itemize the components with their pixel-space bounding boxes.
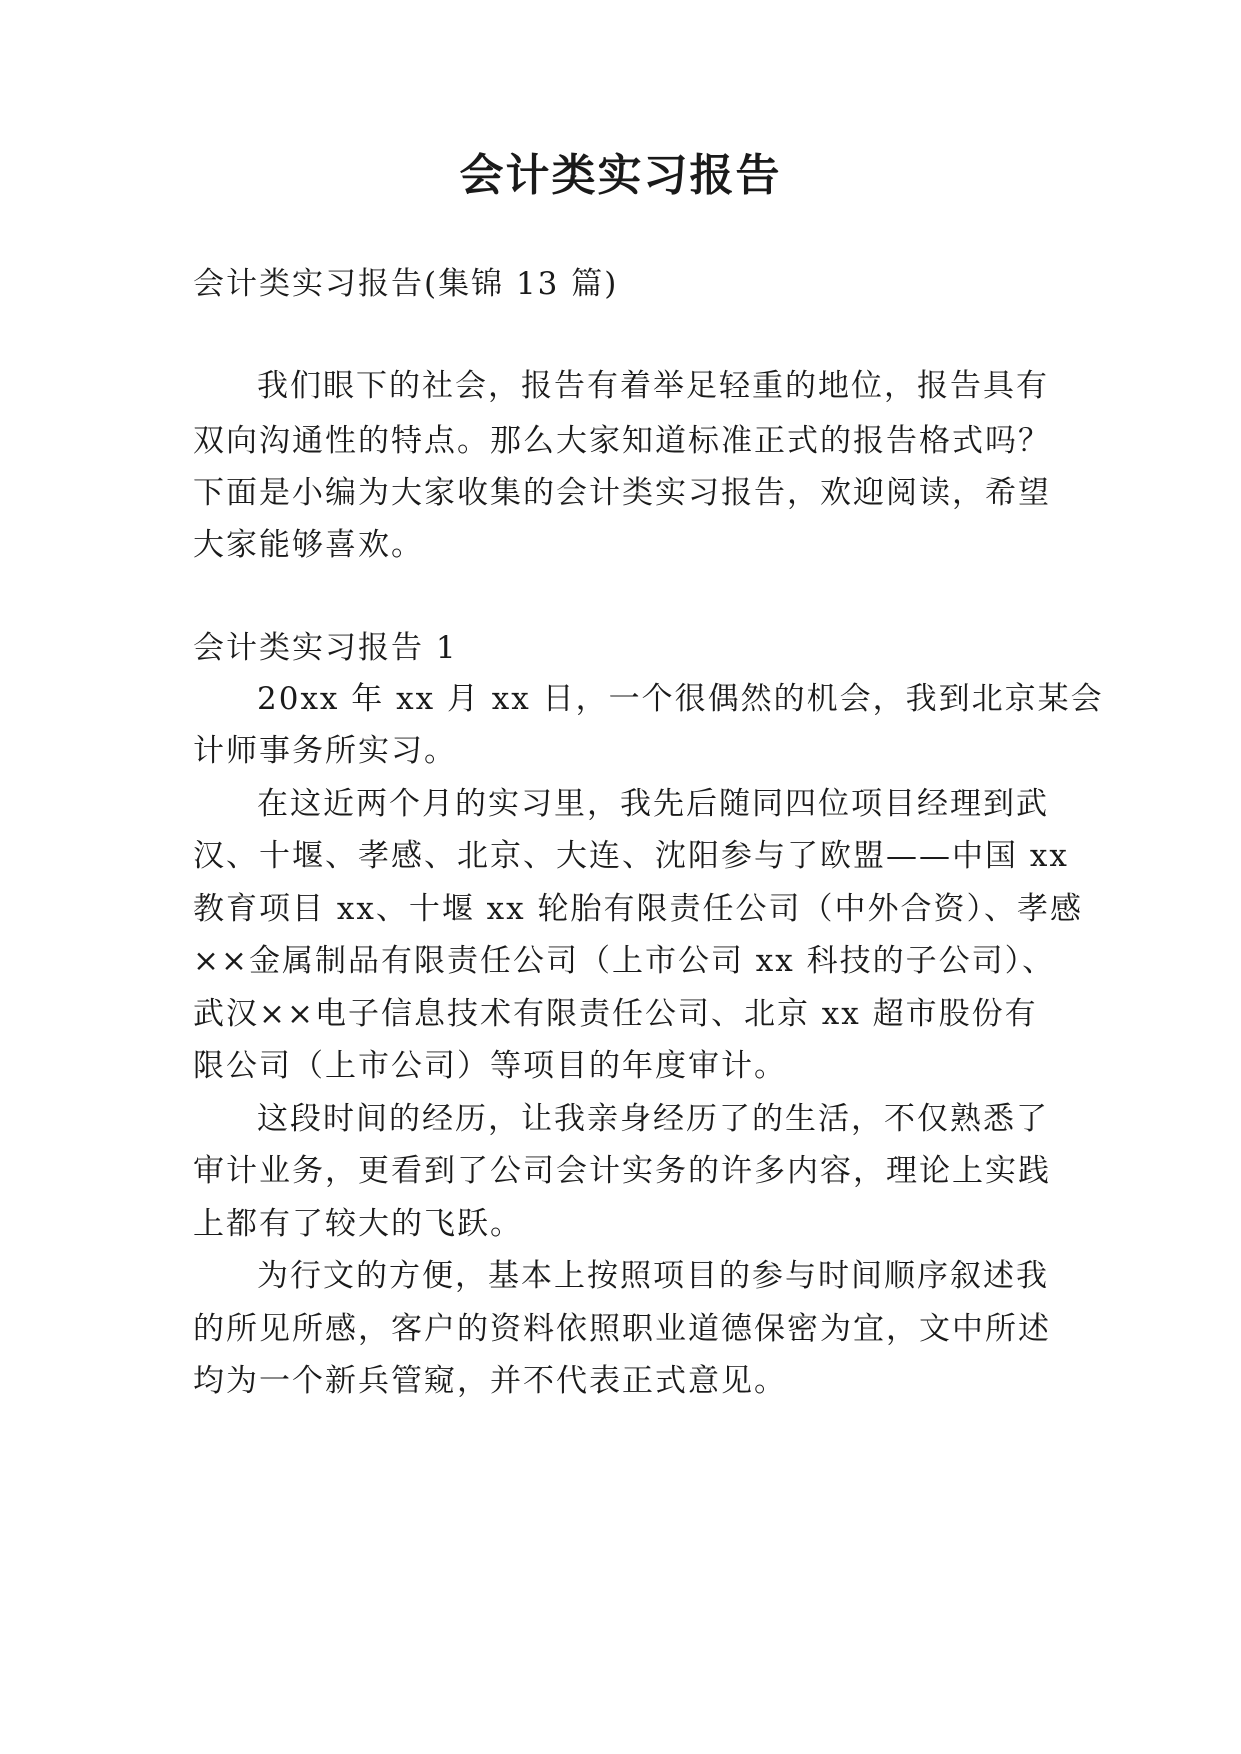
document-subtitle: 会计类实习报告(集锦 13 篇) xyxy=(193,266,619,302)
paragraph-line: 均为一个新兵管窥，并不代表正式意见。 xyxy=(193,1363,787,1399)
intro-line: 双向沟通性的特点。那么大家知道标准正式的报告格式吗？ xyxy=(193,423,1051,459)
paragraph-line: 这段时间的经历，让我亲身经历了的生活，不仅熟悉了 xyxy=(257,1101,1049,1137)
intro-line: 大家能够喜欢。 xyxy=(193,527,424,563)
section-heading: 会计类实习报告 1 xyxy=(193,630,458,666)
paragraph-line: 上都有了较大的飞跃。 xyxy=(193,1206,523,1242)
paragraph-line: 汉、十堰、孝感、北京、大连、沈阳参与了欧盟——中国 xx xyxy=(193,838,1069,874)
paragraph-line: 教育项目 xx、十堰 xx 轮胎有限责任公司（中外合资）、孝感 xyxy=(193,891,1083,927)
paragraph-line: 计师事务所实习。 xyxy=(193,733,457,769)
paragraph-line: 的所见所感，客户的资料依照职业道德保密为宜，文中所述 xyxy=(193,1311,1051,1347)
paragraph-line: 20xx 年 xx 月 xx 日，一个很偶然的机会，我到北京某会 xyxy=(257,681,1104,717)
paragraph-line: 审计业务，更看到了公司会计实务的许多内容，理论上实践 xyxy=(193,1153,1051,1189)
intro-line: 我们眼下的社会，报告有着举足轻重的地位，报告具有 xyxy=(257,368,1049,404)
paragraph-line: 为行文的方便，基本上按照项目的参与时间顺序叙述我 xyxy=(257,1258,1049,1294)
paragraph-line: ××金属制品有限责任公司（上市公司 xx 科技的子公司）、 xyxy=(193,943,1056,979)
document-title: 会计类实习报告 xyxy=(459,150,782,201)
paragraph-line: 在这近两个月的实习里，我先后随同四位项目经理到武 xyxy=(257,786,1049,822)
paragraph-line: 武汉××电子信息技术有限责任公司、北京 xx 超市股份有 xyxy=(193,996,1038,1032)
paragraph-line: 限公司（上市公司）等项目的年度审计。 xyxy=(193,1048,787,1084)
intro-line: 下面是小编为大家收集的会计类实习报告，欢迎阅读，希望 xyxy=(193,475,1051,511)
